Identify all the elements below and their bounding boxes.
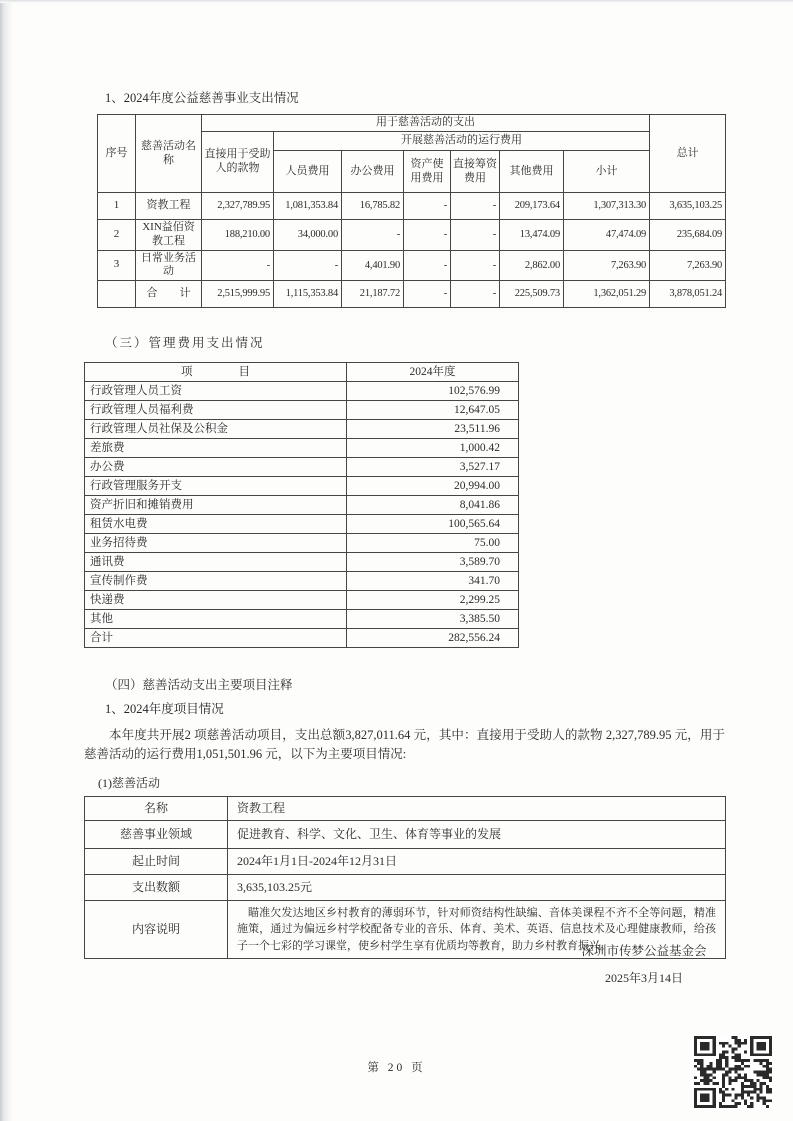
cell-item: 快递费 <box>85 591 347 610</box>
cell-value: - <box>451 220 500 251</box>
cell-value: 2,327,789.95 <box>202 193 274 220</box>
total-row <box>85 629 519 648</box>
cell-activity-name: 资教工程 <box>136 193 202 220</box>
cell-value: 1,000.42 <box>347 439 519 458</box>
admin-section-title: （三）管理费用支出情况 <box>105 336 265 350</box>
cell-value: 20,994.00 <box>347 477 519 496</box>
charity-expense-table <box>97 114 726 308</box>
cell-value: 2,862.00 <box>500 250 564 281</box>
cell-item: 宣传制作费 <box>85 572 347 591</box>
cell-value: 341.70 <box>347 572 519 591</box>
table-header-row <box>85 363 519 382</box>
header-serial: 序号 <box>98 115 136 193</box>
header-running-costs: 开展慈善活动的运行费用 <box>274 132 650 151</box>
cell-value: 225,509.73 <box>500 281 564 308</box>
cell-activity-name: XIN益佰资教工程 <box>136 220 202 251</box>
cell-serial: 1 <box>98 193 136 220</box>
cell-value: 1,362,051.29 <box>564 281 650 308</box>
notes-section-title: （四）慈善活动支出主要项目注释 <box>105 678 293 692</box>
cell-value: 21,187.72 <box>342 281 404 308</box>
cell-label: 慈善事业领域 <box>85 820 228 848</box>
cell-value: - <box>404 193 451 220</box>
cell-value: 34,000.00 <box>274 220 342 251</box>
cell-label: 名称 <box>85 796 228 820</box>
cell-item: 行政管理人员社保及公积金 <box>85 420 347 439</box>
cell-value: 12,647.05 <box>347 401 519 420</box>
table-row <box>85 820 726 848</box>
cell-value: - <box>451 281 500 308</box>
cell-value: - <box>404 220 451 251</box>
table-row <box>85 401 519 420</box>
cell-value: 3,589.70 <box>347 553 519 572</box>
header-direct-goods: 直接用于受助人的款物 <box>202 132 274 193</box>
signature-block <box>504 941 784 986</box>
table-row <box>85 458 519 477</box>
page-top-edge-shadow <box>0 0 793 3</box>
page-content <box>84 88 725 959</box>
cell-value: 促进教育、科学、文化、卫生、体育等事业的发展 <box>228 820 726 848</box>
cell-item: 差旅费 <box>85 439 347 458</box>
cell-value: 23,511.96 <box>347 420 519 439</box>
cell-value: - <box>451 193 500 220</box>
activity-heading: (1)慈善活动 <box>98 775 160 790</box>
cell-value: 1,115,353.84 <box>274 281 342 308</box>
cell-item: 资产折旧和摊销费用 <box>85 496 347 515</box>
cell-value: 16,785.82 <box>342 193 404 220</box>
cell-value: 282,556.24 <box>347 629 519 648</box>
cell-value: 8,041.86 <box>347 496 519 515</box>
cell-value: 75.00 <box>347 534 519 553</box>
table-row <box>98 250 726 281</box>
header-asset-use: 资产使用费用 <box>404 151 451 193</box>
table-row <box>85 796 726 820</box>
cell-value: 3,635,103.25 <box>650 193 726 220</box>
table-row <box>85 534 519 553</box>
cell-value: 2024年1月1日-2024年12月31日 <box>228 848 726 874</box>
cell-value: - <box>404 281 451 308</box>
header-personnel: 人员费用 <box>274 151 342 193</box>
cell-value: 3,635,103.25元 <box>228 874 726 900</box>
cell-activity-name: 日常业务活动 <box>136 250 202 281</box>
cell-value: 188,210.00 <box>202 220 274 251</box>
cell-total-label: 合 计 <box>136 281 202 308</box>
cell-value: - <box>202 250 274 281</box>
qr-code <box>694 1036 772 1108</box>
cell-value: 2,515,999.95 <box>202 281 274 308</box>
table-row <box>85 382 519 401</box>
cell-value: 235,684.09 <box>650 220 726 251</box>
page-left-edge-shadow <box>0 0 14 1121</box>
cell-item: 行政管理服务开支 <box>85 477 347 496</box>
cell-serial <box>98 281 136 308</box>
header-item: 项 目 <box>85 363 347 382</box>
cell-value: 100,565.64 <box>347 515 519 534</box>
notes-subtitle: 1、2024年度项目情况 <box>105 702 224 716</box>
table-row <box>85 496 519 515</box>
cell-value: 3,878,051.24 <box>650 281 726 308</box>
table-row <box>98 193 726 220</box>
cell-value: 2,299.25 <box>347 591 519 610</box>
cell-value: - <box>274 250 342 281</box>
cell-value: 4,401.90 <box>342 250 404 281</box>
total-row <box>98 281 726 308</box>
cell-serial: 2 <box>98 220 136 251</box>
qr-code-canvas <box>694 1036 772 1108</box>
cell-item: 业务招待费 <box>85 534 347 553</box>
cell-value: 资教工程 <box>228 796 726 820</box>
cell-description: 瞄准欠发达地区乡村教育的薄弱环节，针对师资结构性缺编、音体美课程不齐不全等问题，精准施策，通过为偏远乡村学校配备专业的音乐、体育、美术、英语、信息技术及心理健康教师，给孩子一个七彩的学习课堂，使乡村学生享有优质均等教育，助力乡村教育振兴。 <box>228 900 726 959</box>
cell-item: 通讯费 <box>85 553 347 572</box>
cell-label: 起止时间 <box>85 848 228 874</box>
cell-value: 7,263.90 <box>564 250 650 281</box>
cell-value: 3,527.17 <box>347 458 519 477</box>
header-year: 2024年度 <box>347 363 519 382</box>
table-row <box>98 220 726 251</box>
cell-value: - <box>342 220 404 251</box>
table-row <box>85 572 519 591</box>
table-row <box>85 420 519 439</box>
cell-value: - <box>451 250 500 281</box>
cell-value: 47,474.09 <box>564 220 650 251</box>
expense-section-title: 1、2024年度公益慈善事业支出情况 <box>105 91 299 105</box>
sign-date: 2025年3月14日 <box>604 971 683 985</box>
cell-item: 其他 <box>85 610 347 629</box>
org-name: 深圳市传梦公益基金会 <box>581 944 707 958</box>
project-detail-table <box>84 796 726 960</box>
table-row <box>85 515 519 534</box>
table-row <box>85 591 519 610</box>
header-charity-expenditure: 用于慈善活动的支出 <box>202 115 650 132</box>
header-office: 办公费用 <box>342 151 404 193</box>
cell-item: 合计 <box>85 629 347 648</box>
admin-expense-table <box>84 362 519 648</box>
cell-item: 办公费 <box>85 458 347 477</box>
header-other: 其他费用 <box>500 151 564 193</box>
cell-value: 1,081,353.84 <box>274 193 342 220</box>
cell-item: 租赁水电费 <box>85 515 347 534</box>
header-total: 总计 <box>650 115 726 193</box>
cell-label: 内容说明 <box>85 900 228 959</box>
cell-value: 7,263.90 <box>650 250 726 281</box>
table-row <box>85 848 726 874</box>
header-fundraising: 直接筹资费用 <box>451 151 500 193</box>
cell-serial: 3 <box>98 250 136 281</box>
cell-value: 209,173.64 <box>500 193 564 220</box>
notes-paragraph: 本年度共开展2 项慈善活动项目，支出总额3,827,011.64 元，其中：直接用于受助人的款物 2,327,789.95 元，用于慈善活动的运行费用1,051,501.96 元，以下为主要项目情况: <box>84 728 725 762</box>
cell-item: 行政管理人员福利费 <box>85 401 347 420</box>
cell-value: 102,576.99 <box>347 382 519 401</box>
cell-value: 13,474.09 <box>500 220 564 251</box>
header-subtotal: 小计 <box>564 151 650 193</box>
table-row <box>85 477 519 496</box>
page-number: 第 20 页 <box>367 1062 426 1074</box>
cell-value: - <box>404 250 451 281</box>
table-row <box>85 439 519 458</box>
table-row <box>85 874 726 900</box>
cell-item: 行政管理人员工资 <box>85 382 347 401</box>
header-activity-name: 慈善活动名称 <box>136 115 202 193</box>
cell-value: 3,385.50 <box>347 610 519 629</box>
table-row <box>85 553 519 572</box>
table-row <box>85 610 519 629</box>
cell-label: 支出数额 <box>85 874 228 900</box>
cell-value: 1,307,313.30 <box>564 193 650 220</box>
